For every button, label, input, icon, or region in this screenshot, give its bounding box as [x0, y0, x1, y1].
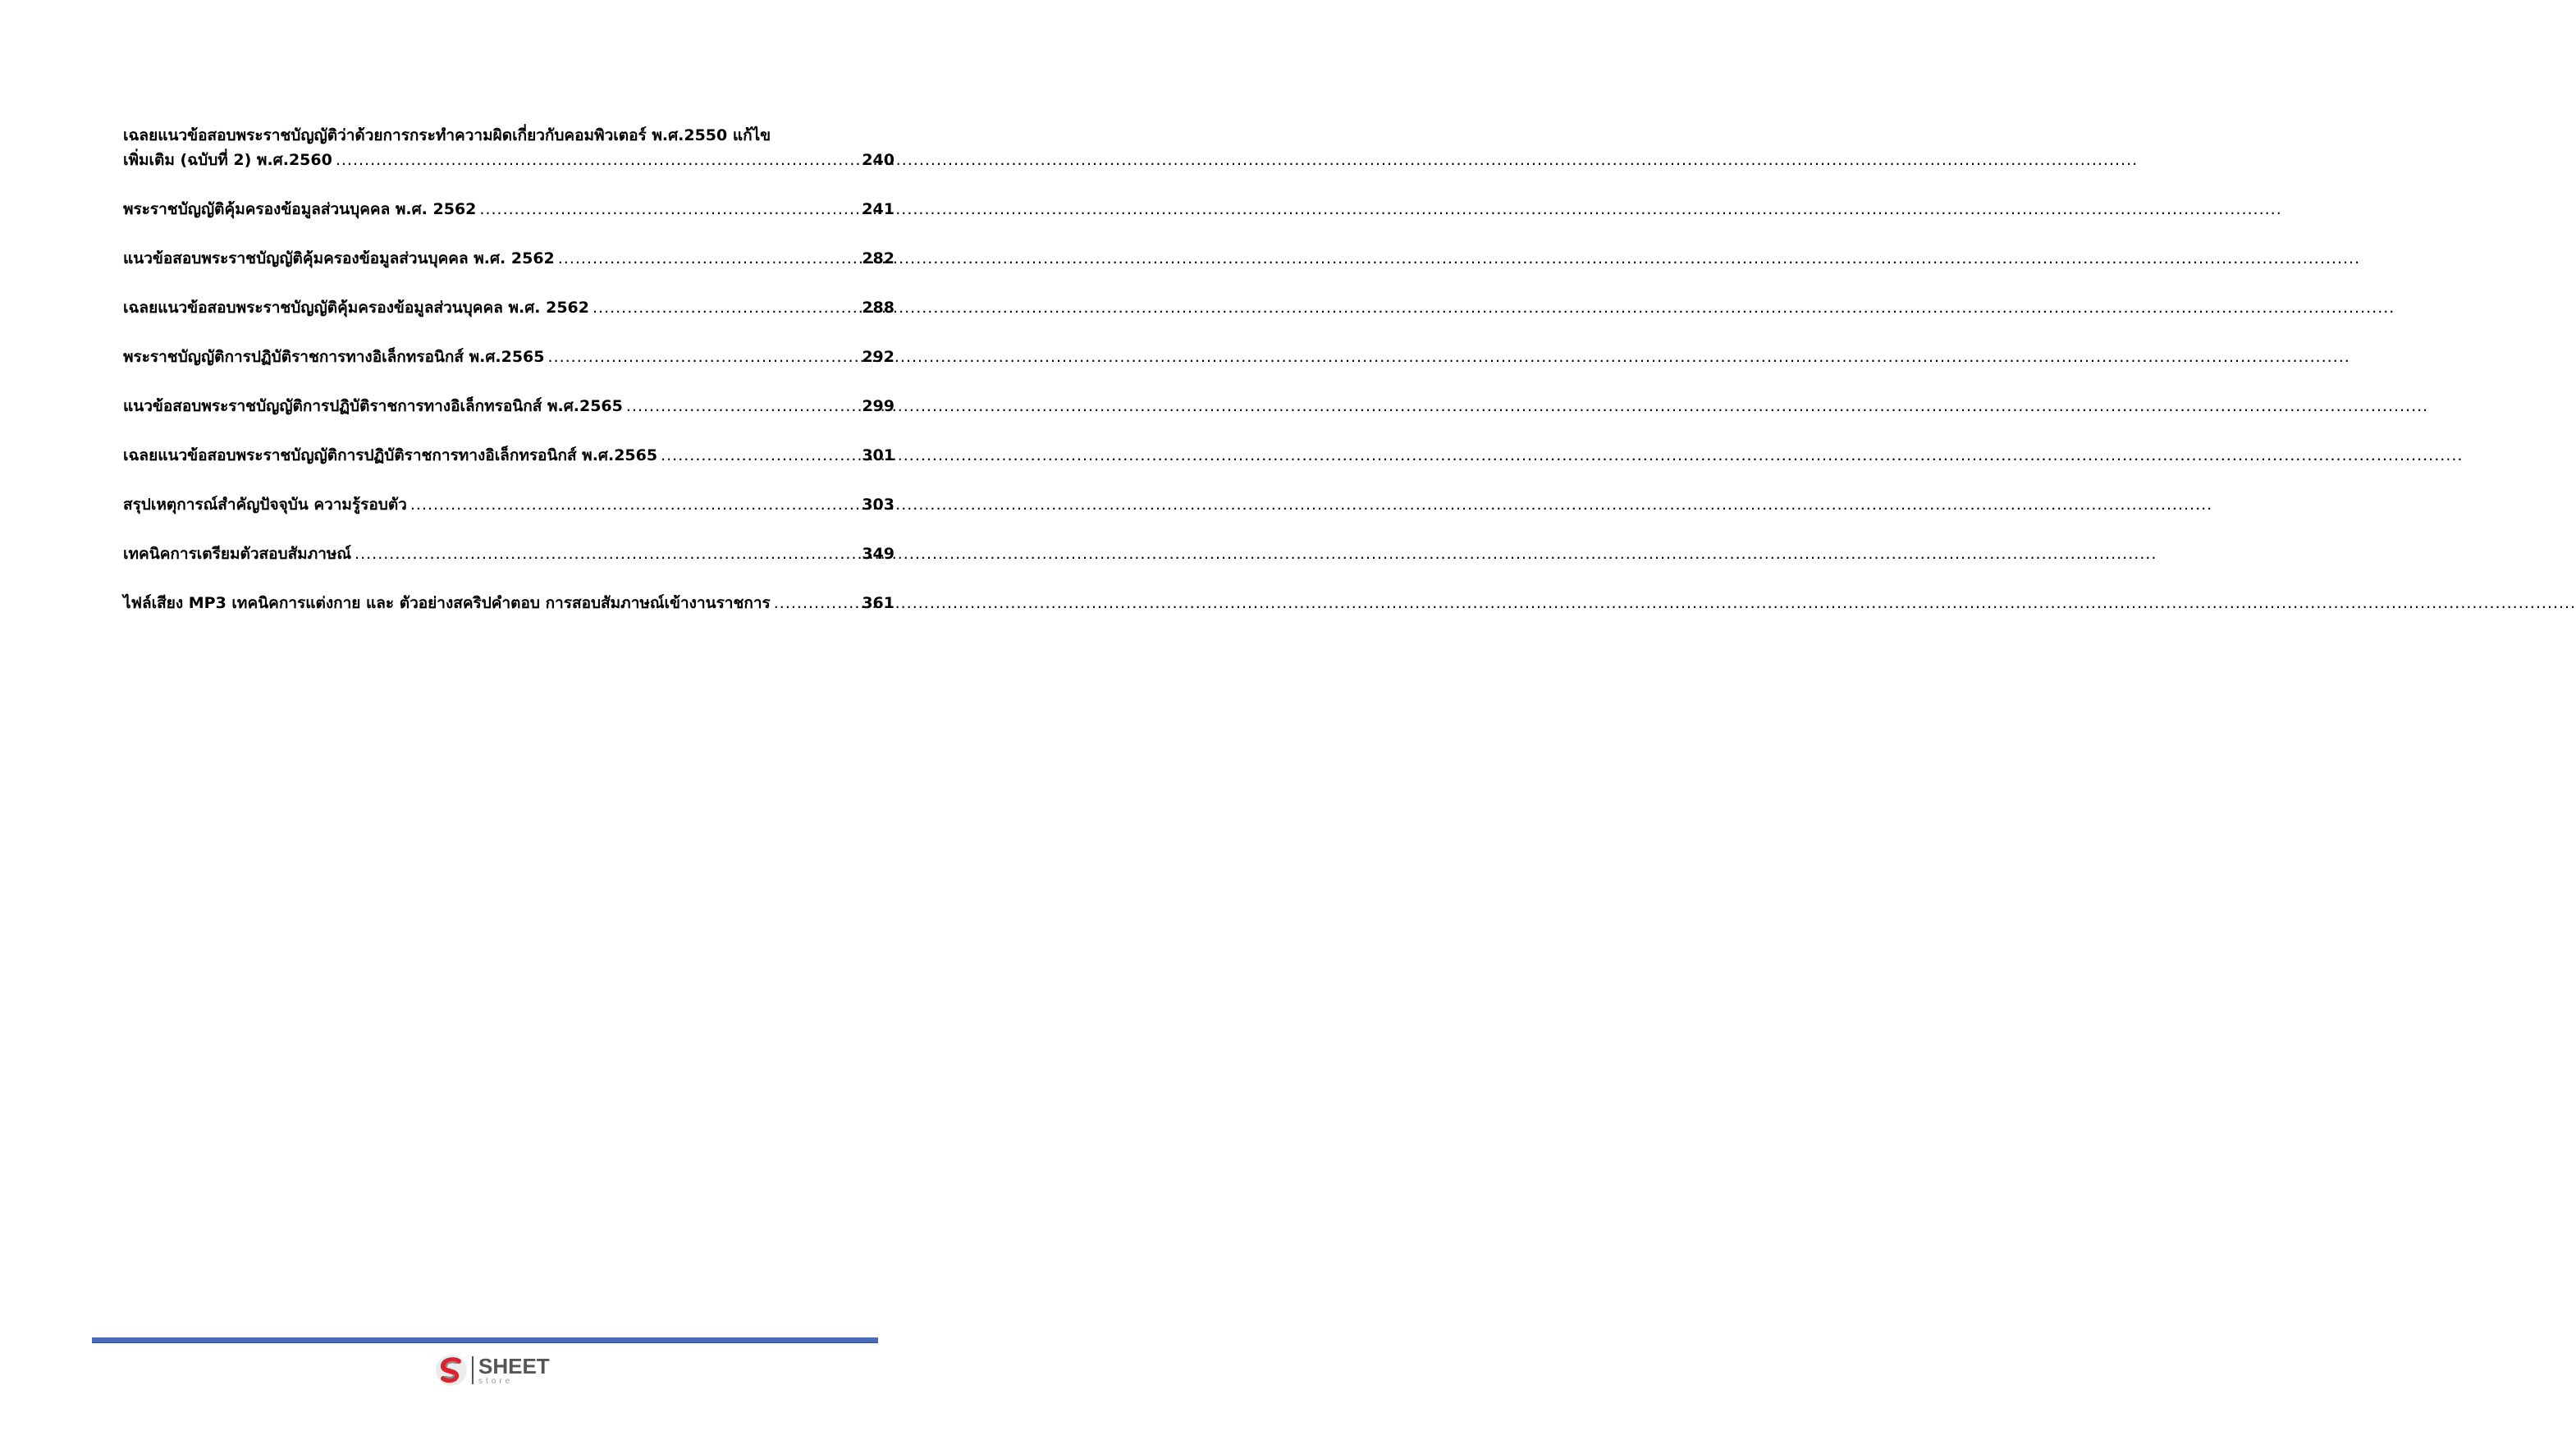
toc-entry-title: แนวข้อสอบพระราชบัญญัติการปฏิบัติราชการทางอิเล็กทรอนิกส์ พ.ศ.2565 [123, 397, 623, 415]
toc-entry[interactable] [123, 197, 895, 222]
toc-page-number: 288 [862, 299, 895, 317]
toc-entry-title: เฉลยแนวข้อสอบพระราชบัญญัติการปฏิบัติราชการทางอิเล็กทรอนิกส์ พ.ศ.2565 [123, 446, 658, 464]
dot-leader [593, 295, 858, 320]
toc-page-number: 299 [862, 397, 895, 415]
footer-rule [92, 1337, 878, 1343]
dot-leader [774, 591, 859, 615]
toc-page-number: 303 [862, 496, 895, 514]
logo-subword: store [478, 1376, 514, 1386]
toc-entry[interactable] [123, 345, 895, 369]
dot-leader [479, 197, 858, 222]
toc-entry-title: ไฟล์เสียง MP3 เทคนิคการแต่งกาย และ ตัวอย่างสคริปคำตอบ การสอบสัมภาษณ์เข้างานราชการ [123, 594, 771, 612]
toc-entry[interactable] [123, 492, 895, 517]
toc-entry-title: พระราชบัญญัติการปฏิบัติราชการทางอิเล็กทรอนิกส์ พ.ศ.2565 [123, 348, 545, 366]
toc-entry[interactable] [123, 123, 895, 172]
toc-page-number: 361 [862, 594, 895, 612]
dot-leader [336, 148, 859, 172]
toc-page-number: 301 [862, 446, 895, 464]
toc-entry-title: แนวข้อสอบพระราชบัญญัติคุ้มครองข้อมูลส่วนบุคคล พ.ศ. 2562 [123, 249, 555, 267]
toc-entry[interactable] [123, 394, 895, 418]
dot-leader [410, 492, 858, 517]
toc-entry[interactable] [123, 591, 895, 615]
toc-entry-title: พระราชบัญญัติคุ้มครองข้อมูลส่วนบุคคล พ.ศ. 2562 [123, 200, 477, 218]
toc-entry[interactable] [123, 295, 895, 320]
toc-page-number: 349 [862, 545, 895, 563]
table-of-contents [123, 123, 895, 640]
dot-leader [558, 246, 859, 271]
toc-entry-title: เทคนิคการเตรียมตัวสอบสัมภาษณ์ [123, 545, 352, 563]
toc-page-number: 241 [862, 200, 895, 218]
toc-entry[interactable] [123, 443, 895, 468]
footer-logo [434, 1352, 550, 1388]
toc-entry-title: สรุปเหตุการณ์สำคัญปัจจุบัน ความรู้รอบตัว [123, 496, 407, 514]
logo-wordmark [478, 1355, 550, 1386]
dot-leader [548, 345, 859, 369]
toc-entry-title: เฉลยแนวข้อสอบพระราชบัญญัติคุ้มครองข้อมูลส่วนบุคคล พ.ศ. 2562 [123, 299, 589, 317]
toc-entry-title: เพิ่มเติม (ฉบับที่ 2) พ.ศ.2560 [123, 151, 332, 169]
logo-divider [472, 1356, 474, 1384]
logo-word: SHEET [478, 1353, 550, 1378]
toc-entry-title-line1: เฉลยแนวข้อสอบพระราชบัญญัติว่าด้วยการกระทำความผิดเกี่ยวกับคอมพิวเตอร์ พ.ศ.2550 แก้ไข [123, 126, 771, 144]
toc-page-number: 282 [862, 249, 895, 267]
sheet-store-logo-icon [434, 1353, 469, 1387]
dot-leader [355, 542, 858, 566]
dot-leader [626, 394, 858, 418]
toc-page-number: 292 [862, 348, 895, 366]
toc-entry[interactable] [123, 246, 895, 271]
toc-page-number: 240 [862, 151, 895, 169]
dot-leader [661, 443, 858, 468]
toc-entry[interactable] [123, 542, 895, 566]
